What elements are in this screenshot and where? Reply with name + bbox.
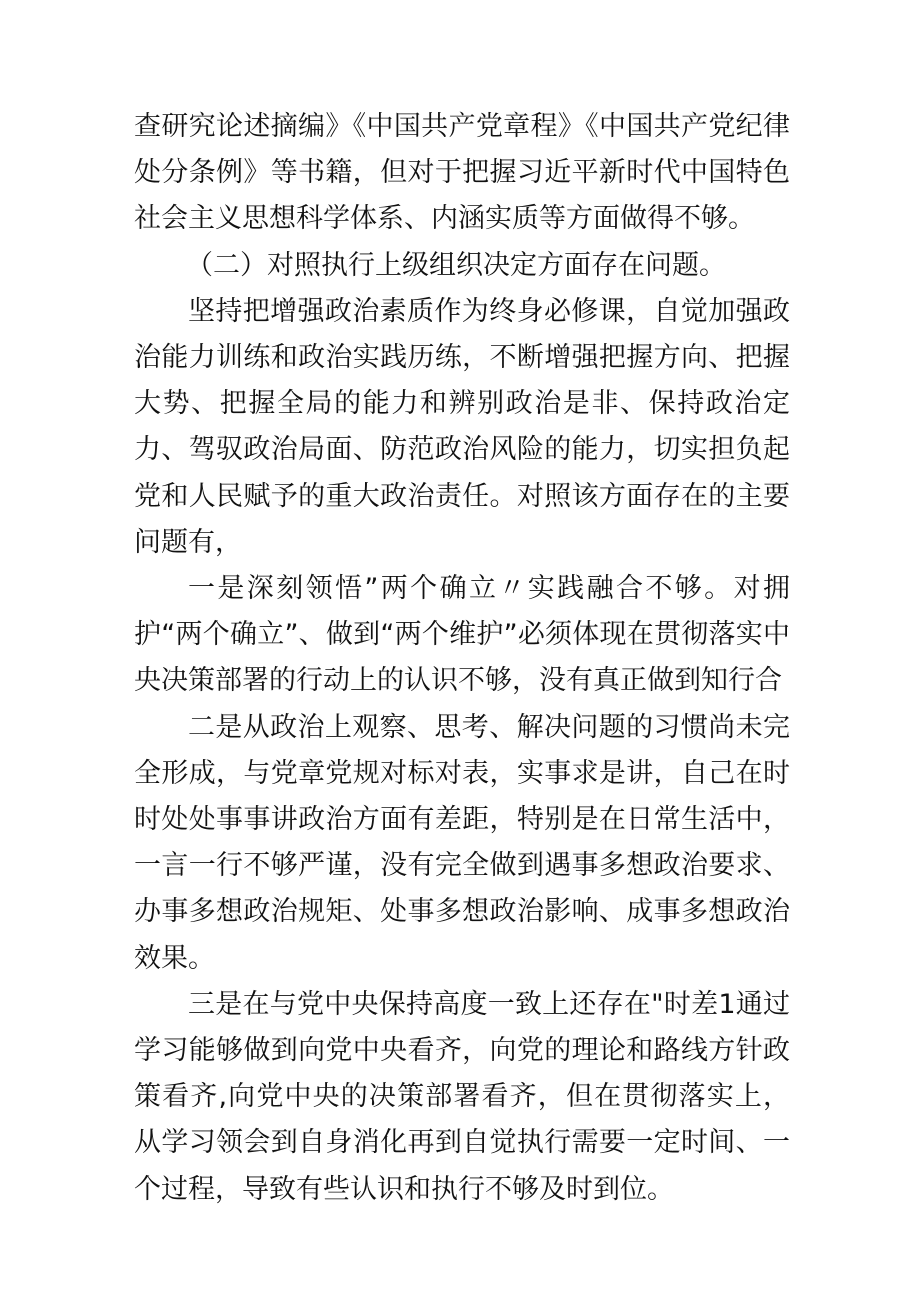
- paragraph-point-two: 二是从政治上观察、思考、解决问题的习惯尚未完全形成，与党章党规对标对表，实事求是讲，自己在时时处处事事讲政治方面有差距，特别是在日常生活中，一言一行不够严谨，没有完全做到遇事多想政治要求、办事多想政治规矩、处事多想政治影响、成事多想政治效果。: [134, 711, 790, 974]
- section-heading: （二）对照执行上级组织决定方面存在问题。: [186, 249, 726, 281]
- paragraph-point-one: 一是深刻领悟”两个确立〃实践融合不够。对拥护“两个确立”、做到“两个维护”必须体现在贯彻落实中央决策部署的行动上的认识不够，没有真正做到知行合: [134, 573, 790, 697]
- paragraph-continuation: 查研究论述摘编》《中国共产党章程》《中国共产党纪律处分条例》等书籍，但对于把握习近平新时代中国特色社会主义思想科学体系、内涵实质等方面做得不够。: [134, 111, 790, 235]
- paragraph-body: 坚持把增强政治素质作为终身必修课，自觉加强政治能力训练和政治实践历练，不断增强把握方向、把握大势、把握全局的能力和辨别政治是非、保持政治定力、驾驭政治局面、防范政治风险的能力，切实担负起党和人民赋予的重大政治责任。对照该方面存在的主要问题有，: [134, 295, 790, 558]
- paragraph-point-three: 三是在与党中央保持高度一致上还存在"时差1通过学习能够做到向党中央看齐，向党的理论和路线方针政策看齐,向党中央的决策部署看齐，但在贯彻落实上，从学习领会到自身消化再到自觉执行需要一定时间、一个过程，导致有些认识和执行不够及时到位。: [134, 988, 790, 1205]
- document-body: [134, 104, 790, 1213]
